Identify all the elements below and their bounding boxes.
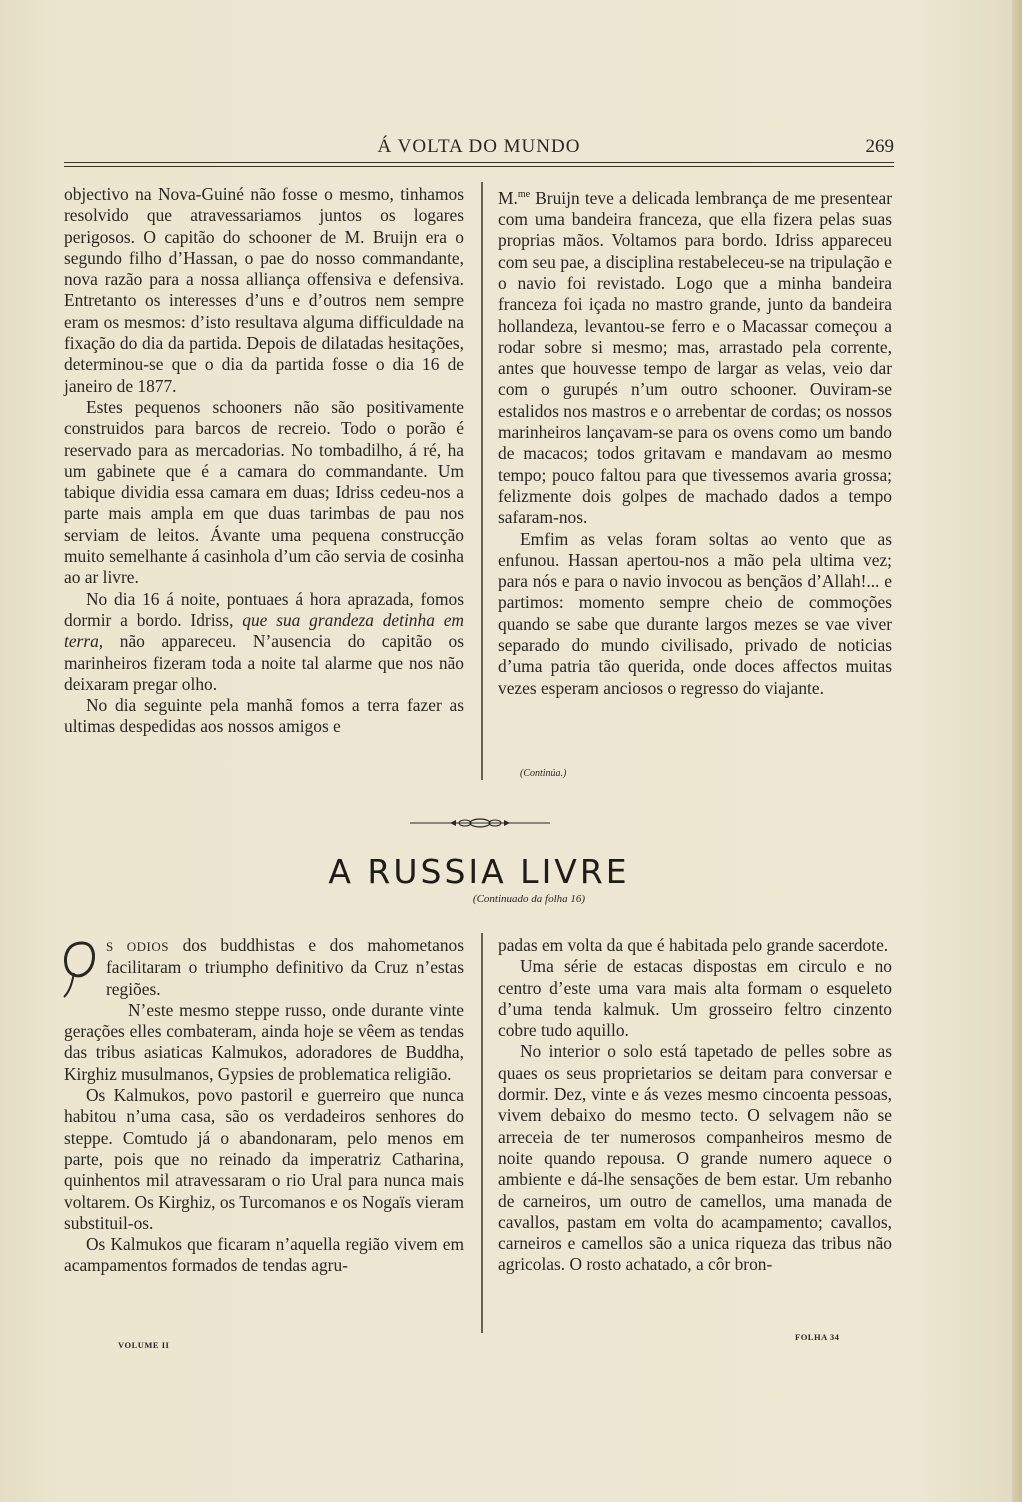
paragraph: N’este mesmo steppe russo, onde durante vinte gerações elles combateram, ainda hoje se vêem as tendas das tribus asiaticas Kalmukos, adoradores de Buddha, Kirghiz musulmanos, Gypsies de problematica religião. [64, 999, 464, 1084]
paragraph: Emfim as velas foram soltas ao vento que as enfunou. Hassan apertou-nos a mão pela ultima vez; para nós e para o navio invocou as bençãos d’Allah!... e partimos: momento sempre cheio de commoções quando se sabe que durante largos mezes se vae viver separado do mundo civilisado, privado de noticias d’uma patria tão querida, onde doces affectos muitas vezes esperam anciosos o regresso do viajante. [498, 528, 892, 698]
paragraph: padas em volta da que é habitada pelo grande sacerdote. [498, 935, 889, 955]
ornament-divider [410, 815, 550, 831]
paragraph: No dia seguinte pela manhã fomos a terra fazer as ultimas despedidas aos nossos amigos e [64, 695, 464, 737]
paragraph [498, 184, 892, 529]
running-header [64, 136, 894, 158]
article-subtitle: (Continuado da folha 16) [472, 893, 586, 905]
article-title: A RUSSIA LIVRE [328, 852, 630, 891]
story-column-left [64, 184, 464, 738]
paragraph: objectivo na Nova-Guiné não fosse o mesmo, tinhamos resolvido que atravessariamos juntos os logares perigosos. O capitão do schooner de M. Bruijn era o segundo filho d’Hassan, o pae do nosso commandante, nova razão para a nossa alliança offensiva e defensiva. Entretanto os interesses d’uns e d’outros nem sempre eram os mesmos: d’isto resultava alguma difficuldade na fixação do dia da partida. Depois de dilatadas hesitações, determinou-se que o dia da partida fosse o dia 16 de janeiro de 1877. [64, 184, 464, 396]
text-run: M. [498, 187, 518, 208]
story-column-right [498, 184, 892, 699]
text-run: Bruijn teve a delicada lembrança de me presentear com uma bandeira franceza, que ella fizera pelas suas proprias mãos. Voltamos para bordo. Idriss appareceu com seu pae, a disciplina restabeleceu-se na tripulação e o navio foi revistado. Logo que a minha bandeira franceza foi içada no mastro grande, junto da bandeira hollandeza, levantou-se ferro e o Macassar começou a rodar sobre si mesmo; mas, arrastado pela corrente, antes que houvesse tempo de largar as velas, veio dar com o gurupés n’um outro schooner. Ouviram-se estalidos nos mastros e o arrebentar de cordas; os nossos marinheiros lançavam-se para os ovens como um bando de macacos; todos gritavam e mandavam ao mesmo tempo; pouco faltou para que tivessemos avaria grossa; felizmente dois golpes de machado dados a tempo safaram-nos. [498, 187, 892, 528]
lead-paragraph [64, 935, 464, 1000]
text-run: No dia 16 á noite, pontuaes á hora aprazada, fomos dormir a bordo. Idriss, [64, 588, 464, 630]
dropcap-letter: O [70, 967, 71, 968]
paragraph: Uma série de estacas dispostas em circulo e no centro d’este uma vara mais alta formam o esqueleto d’uma tenda kalmuk. Um grosseiro feltro cinzento cobre tudo aquillo. [498, 956, 892, 1041]
superscript: me [517, 189, 531, 200]
footer-volume: VOLUME II [118, 1340, 170, 1350]
column-divider [481, 182, 483, 780]
column-divider [481, 933, 483, 1333]
paragraph: Estes pequenos schooners não são positivamente construidos para barcos de recreio. Todo o porão é reservado para as mercadorias. No tombadilho, á ré, ha um gabinete que é a camara do commandante. Um tabique dividia essa camara em duas; Idriss cedeu-nos a parte mais ampla em que duas tarimbas de pau nos serviam de leitos. Ávante uma pequena construcção muito semelhante á casinhola d’um cão servia de cosinha ao ar livre. [64, 396, 464, 588]
lead-smallcaps: S ODIOS [106, 939, 169, 954]
page-number: 269 [865, 136, 894, 157]
page-edge [1012, 0, 1022, 1502]
dropcap-glyph [60, 937, 102, 1001]
text-run: não appareceu. N’ausencia do capitão os marinheiros fizeram toda a noite tal alarme que nos não deixaram pregar olho. [64, 631, 464, 694]
footer-folha: FOLHA 34 [795, 1332, 840, 1342]
dropcap [60, 937, 102, 1001]
continua-note: (Continúa.) [520, 768, 567, 779]
text-run: dos buddhistas e dos mahometanos facilitaram o triumpho definitivo da Cruz n’estas regiões. [106, 935, 464, 999]
article-column-right [498, 935, 892, 1276]
header-rule [64, 162, 894, 163]
paragraph: No interior o solo está tapetado de pelles sobre as quaes os seus proprietarios se deitam para conversar e dormir. Dez, vinte e ás vezes mesmo cincoenta pessoas, vivem debaixo do mesmo tecto. O selvagem não se arreceia de ter numerosos companheiros mesmo de noite quando repousa. O grande numero aquece o ambiente e dá-lhe sensações de bem estar. Um rebanho de carneiros, um outro de camellos, uma manada de cavallos, pastam em volta do acampamento; cavallos, carneiros e camellos são a unica riqueza das tribus não agricolas. O rosto achatado, a côr bron- [498, 1041, 892, 1275]
article-column-left [64, 935, 464, 1277]
paragraph: Os Kalmukos, povo pastoril e guerreiro que nunca habitou n’uma casa, são os verdadeiros senhores do steppe. Comtudo já o abandonaram, pelo menos em parte, pois que no reinado da imperatriz Catharina, quinhentos mil atravessaram o rio Ural para nunca mais voltarem. Os Kirghiz, os Turcomanos e os Nogaïs vieram substituil-os. [64, 1085, 464, 1233]
header-rule-double [64, 166, 894, 167]
italic-phrase: que sua grandeza detinha em terra, [64, 609, 464, 652]
header-title: Á VOLTA DO MUNDO [377, 136, 581, 157]
paragraph: Os Kalmukos que ficaram n’aquella região vivem em acampamentos formados de tendas agru- [64, 1234, 464, 1276]
paragraph [64, 589, 464, 695]
